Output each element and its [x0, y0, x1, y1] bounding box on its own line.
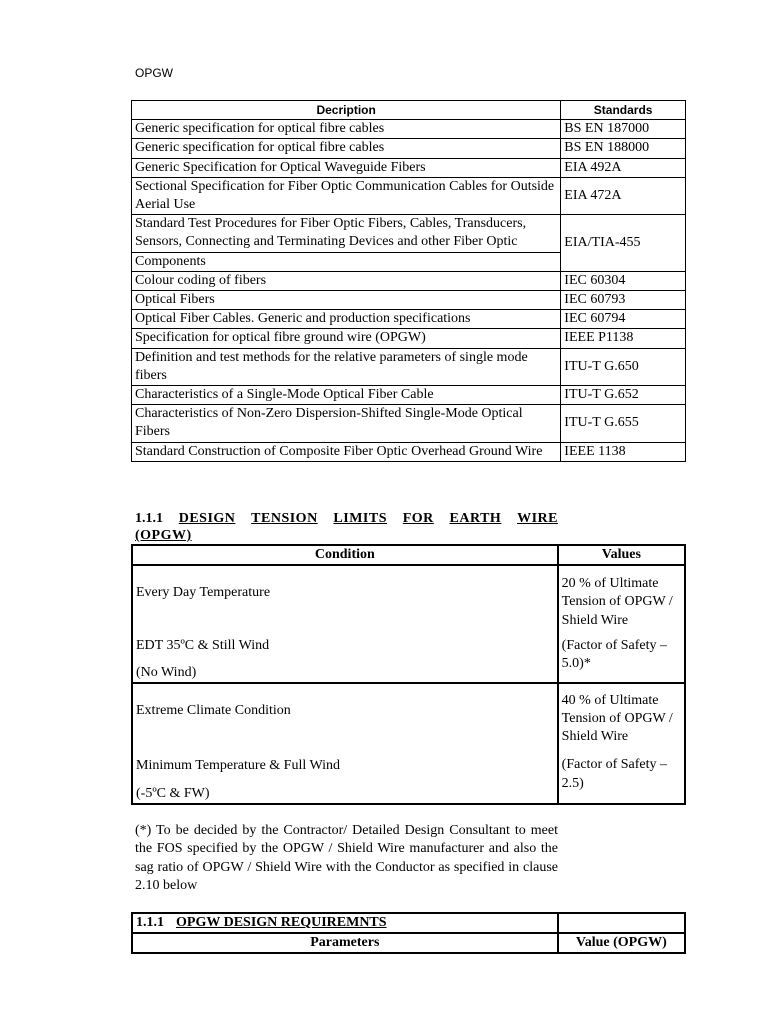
heading-word: EARTH	[449, 511, 502, 526]
column-header-condition: Condition	[132, 545, 558, 565]
standard-cell: IEEE P1138	[561, 329, 686, 348]
document-title: OPGW	[135, 66, 173, 80]
table-row	[132, 158, 686, 177]
table-header-row	[132, 933, 685, 953]
heading-word: TENSION	[251, 511, 318, 526]
value-line: 40 % of Ultimate Tension of OPGW / Shield Wire	[561, 692, 673, 745]
table-row	[132, 177, 686, 214]
column-header-description: Decription	[132, 101, 561, 120]
standard-cell: IEC 60794	[561, 310, 686, 329]
table-row	[132, 442, 686, 461]
condition-line: Minimum Temperature & Full Wind	[136, 758, 341, 774]
standards-table	[131, 100, 686, 462]
value-line: 20 % of Ultimate Tension of OPGW / Shield Wire	[561, 576, 673, 628]
standard-cell: IEEE 1138	[561, 442, 686, 461]
description-cell: Sectional Specification for Fiber Optic Communication Cables for Outside Aerial Use	[132, 177, 561, 214]
standard-cell: EIA 492A	[561, 158, 686, 177]
tension-limits-table	[131, 544, 686, 805]
table-row	[132, 310, 686, 329]
table-title-cell	[132, 913, 558, 933]
column-header-parameters: Parameters	[132, 933, 558, 953]
description-cell: Components	[132, 252, 561, 271]
table-row	[132, 271, 686, 290]
description-cell: Generic specification for optical fibre cables	[132, 120, 561, 139]
condition-line: EDT 35ºC & Still Wind	[136, 638, 270, 654]
standard-cell: EIA/TIA-455	[561, 215, 686, 272]
value-cell	[558, 683, 685, 805]
table-row	[132, 291, 686, 310]
heading-word: WIRE	[517, 511, 558, 526]
table-row	[132, 565, 685, 683]
value-line: (Factor of Safety – 5.0)*	[561, 637, 668, 672]
description-cell: Optical Fibers	[132, 291, 561, 310]
standard-cell: IEC 60304	[561, 271, 686, 290]
condition-line: Every Day Temperature	[136, 585, 271, 601]
standard-cell: ITU-T G.652	[561, 386, 686, 405]
empty-cell	[558, 913, 685, 933]
standard-cell: EIA 472A	[561, 177, 686, 214]
value-line: (Factor of Safety – 2.5)	[561, 757, 668, 791]
condition-line: Extreme Climate Condition	[136, 702, 291, 718]
section-number: 1.1.1	[135, 511, 163, 526]
value-cell	[558, 565, 685, 683]
description-cell: Optical Fiber Cables. Generic and production specifications	[132, 310, 561, 329]
description-cell: Specification for optical fibre ground wire (OPGW)	[132, 329, 561, 348]
table-row	[132, 683, 685, 805]
table-row	[132, 215, 686, 252]
table-header-row	[132, 101, 686, 120]
standard-cell: BS EN 187000	[561, 120, 686, 139]
table-row	[132, 348, 686, 385]
table-row	[132, 139, 686, 158]
description-cell: Generic Specification for Optical Waveguide Fibers	[132, 158, 561, 177]
section-heading-line	[135, 510, 558, 527]
section-number: 1.1.1	[136, 915, 164, 930]
condition-line: (-5ºC & FW)	[136, 786, 210, 802]
column-header-standards: Standards	[561, 101, 686, 120]
description-cell: Characteristics of a Single-Mode Optical Fiber Cable	[132, 386, 561, 405]
standard-cell: ITU-T G.655	[561, 405, 686, 442]
standard-cell: ITU-T G.650	[561, 348, 686, 385]
condition-line: (No Wind)	[136, 664, 197, 680]
table-row	[132, 405, 686, 442]
standard-cell: IEC 60793	[561, 291, 686, 310]
description-cell: Standard Construction of Composite Fiber Optic Overhead Ground Wire	[132, 442, 561, 461]
condition-cell	[132, 565, 558, 683]
section-heading-tension-limits	[135, 510, 558, 544]
design-requirements-table	[131, 912, 686, 954]
standard-cell: BS EN 188000	[561, 139, 686, 158]
footnote: (*) To be decided by the Contractor/ Detailed Design Consultant to meet the FOS specified by the OPGW / Shield Wire manufacturer and also the sag ratio of OPGW / Shield Wire with the Conductor as specified in clause 2.10 below	[135, 823, 558, 894]
table-title: OPGW DESIGN REQUIREMNTS	[176, 915, 387, 930]
table-title-row	[132, 913, 685, 933]
column-header-value-opgw: Value (OPGW)	[558, 933, 685, 953]
description-cell: Characteristics of Non-Zero Dispersion-Shifted Single-Mode Optical Fibers	[132, 405, 561, 442]
description-cell: Colour coding of fibers	[132, 271, 561, 290]
table-row	[132, 120, 686, 139]
description-cell: Generic specification for optical fibre cables	[132, 139, 561, 158]
table-row	[132, 329, 686, 348]
description-cell: Standard Test Procedures for Fiber Optic Fibers, Cables, Transducers, Sensors, Connecting and Terminating Devices and other Fiber Optic	[132, 215, 561, 252]
heading-word: DESIGN	[178, 511, 236, 526]
column-header-values: Values	[558, 545, 685, 565]
section-heading-line-2: (OPGW)	[135, 528, 192, 543]
table-row	[132, 386, 686, 405]
heading-word: FOR	[402, 511, 434, 526]
condition-cell	[132, 683, 558, 805]
description-cell: Definition and test methods for the relative parameters of single mode fibers	[132, 348, 561, 385]
heading-word: LIMITS	[333, 511, 387, 526]
table-header-row	[132, 545, 685, 565]
